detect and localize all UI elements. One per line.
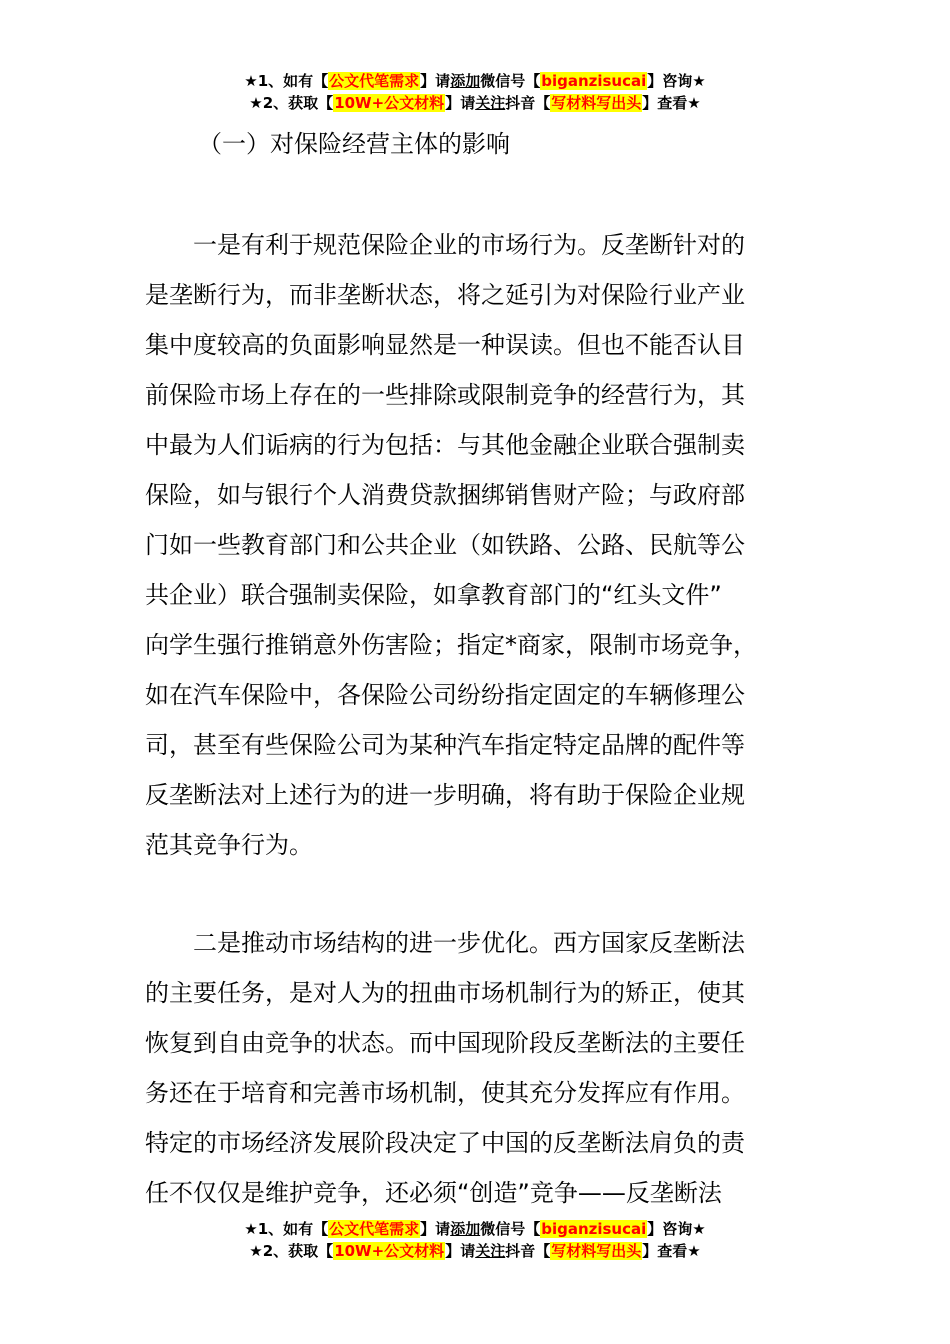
- header-promo-banner: [0, 70, 950, 114]
- promo-highlight: 写材料写出头: [551, 94, 642, 112]
- text-line: 保险，如与银行个人消费贷款捆绑销售财产险；与政府部: [145, 481, 745, 509]
- section-heading: （一）对保险经营主体的影响: [198, 130, 510, 158]
- text-line: 是垄断行为，而非垄断状态，将之延引为对保险行业产业: [145, 281, 745, 309]
- text-line: 务还在于培育和完善市场机制，使其充分发挥应有作用。: [145, 1079, 745, 1107]
- promo-highlight: biganzisucai: [541, 1220, 647, 1238]
- footer-promo-banner: [0, 1218, 950, 1262]
- text-line: 中最为人们诟病的行为包括：与其他金融企业联合强制卖: [145, 431, 745, 459]
- text-line: 司，甚至有些保险公司为某种汽车指定特定品牌的配件等: [145, 731, 745, 759]
- text-line: 二是推动市场结构的进一步优化。西方国家反垄断法: [145, 929, 745, 957]
- text-line: 反垄断法对上述行为的进一步明确，将有助于保险企业规: [145, 781, 745, 809]
- text-line: 门如一些教育部门和公共企业（如铁路、公路、民航等公: [145, 531, 745, 559]
- promo-line-1: ★1、如有【公文代笔需求】请添加微信号【biganzisucai】咨询★: [244, 72, 706, 90]
- promo-highlight: biganzisucai: [541, 72, 647, 90]
- paragraph-2: [145, 918, 810, 1218]
- text-line: 共企业）联合强制卖保险，如拿教育部门的“红头文件”: [145, 581, 722, 609]
- text-line: 如在汽车保险中，各保险公司纷纷指定固定的车辆修理公: [145, 681, 745, 709]
- text-line: 集中度较高的负面影响显然是一种误读。但也不能否认目: [145, 331, 745, 359]
- promo-highlight: 公文代笔需求: [329, 72, 420, 90]
- text-line: 任不仅仅是维护竞争，还必须“创造”竞争——反垄断法: [145, 1179, 722, 1207]
- paragraph-1: [145, 220, 810, 870]
- text-line: 特定的市场经济发展阶段决定了中国的反垄断法肩负的责: [145, 1129, 745, 1157]
- promo-highlight: 写材料写出头: [551, 1242, 642, 1260]
- promo-highlight: 公文代笔需求: [329, 1220, 420, 1238]
- promo-highlight: 10W+公文材料: [334, 1242, 445, 1260]
- text-line: 恢复到自由竞争的状态。而中国现阶段反垄断法的主要任: [145, 1029, 745, 1057]
- promo-line-2: ★2、获取【10W+公文材料】请关注抖音【写材料写出头】查看★: [249, 94, 701, 112]
- text-line: 范其竞争行为。: [145, 831, 313, 859]
- text-line: 一是有利于规范保险企业的市场行为。反垄断针对的: [145, 231, 745, 259]
- promo-line-1: ★1、如有【公文代笔需求】请添加微信号【biganzisucai】咨询★: [244, 1220, 706, 1238]
- promo-highlight: 10W+公文材料: [334, 94, 445, 112]
- text-line: 向学生强行推销意外伤害险；指定*商家，限制市场竞争，: [145, 631, 757, 659]
- promo-line-2: ★2、获取【10W+公文材料】请关注抖音【写材料写出头】查看★: [249, 1242, 701, 1260]
- text-line: 前保险市场上存在的一些排除或限制竞争的经营行为，其: [145, 381, 745, 409]
- text-line: 的主要任务，是对人为的扭曲市场机制行为的矫正，使其: [145, 979, 745, 1007]
